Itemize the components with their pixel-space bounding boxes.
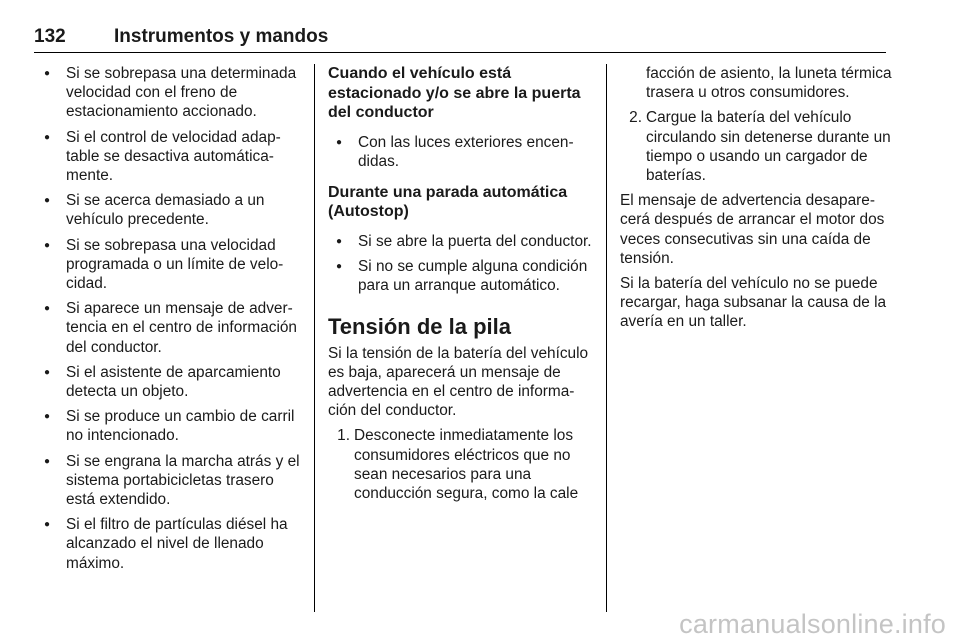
column-3 bbox=[620, 64, 892, 338]
list-item: ● Si se sobrepasa una determinada velocidad con el freno de estacionamiento accionado. bbox=[40, 64, 302, 122]
list-item: ● Si se engrana la marcha atrás y el sistema portabicicletas trasero está extendido. bbox=[40, 452, 302, 510]
column-2 bbox=[328, 64, 594, 509]
list-item: ● Si el filtro de partículas diésel ha alcanzado el nivel de llenado máximo. bbox=[40, 515, 302, 573]
column-divider bbox=[314, 64, 315, 612]
intro-paragraph: Si la tensión de la batería del vehículo es baja, aparecerá un mensaje de advertencia en el centro de información del conductor. bbox=[328, 344, 589, 420]
paragraph: El mensaje de advertencia desaparecerá después de arrancar el motor dos veces consecutivas sin una caída de tensión. bbox=[620, 192, 885, 267]
page-number: 132 bbox=[34, 26, 66, 47]
list-item: ● Con las luces exteriores encendidas. bbox=[328, 133, 594, 171]
list-item: ● Si se abre la puerta del conductor. bbox=[328, 232, 594, 251]
warning-conditions-list bbox=[40, 64, 302, 573]
step-text-continued: facción de asiento, la luneta térmica trasera u otros consumidores. bbox=[646, 65, 892, 102]
step-text: Cargue la batería del vehículo circulando sin detenerse durante un tiempo o usando un cargador de baterías. bbox=[646, 109, 891, 185]
list-item: ● Si se sobrepasa una velocidad programada o un límite de velocidad. bbox=[40, 236, 302, 294]
step-item bbox=[328, 426, 594, 503]
list-item: ● Si aparece un mensaje de advertencia en el centro de información del conductor. bbox=[40, 299, 302, 357]
subheading-parked: Cuando el vehículo está estacionado y/o se abre la puerta del conductor bbox=[328, 65, 581, 121]
steps-list-continued bbox=[620, 108, 892, 185]
list-item: ● Si no se cumple alguna condición para un arranque automático. bbox=[328, 257, 594, 295]
section-title: Tensión de la pila bbox=[328, 313, 511, 339]
list-item: ● Si el control de velocidad adaptable se desactiva automáticamente. bbox=[40, 128, 302, 186]
list-item: ● Si se acerca demasiado a un vehículo precedente. bbox=[40, 191, 302, 229]
list-item: ● Si el asistente de aparcamiento detecta un objeto. bbox=[40, 363, 302, 401]
subheading-autostop: Durante una parada automática (Autostop) bbox=[328, 183, 568, 221]
step-number: 1. bbox=[337, 427, 350, 445]
autostop-conditions-list bbox=[328, 232, 594, 296]
column-1 bbox=[40, 64, 302, 579]
parked-conditions-list bbox=[328, 133, 594, 171]
step-number: 2. bbox=[629, 109, 642, 127]
page-title: Instrumentos y mandos bbox=[114, 26, 329, 47]
watermark: carmanualsonline.info bbox=[679, 609, 946, 639]
list-item: ● Si se produce un cambio de carril no intencionado. bbox=[40, 407, 302, 445]
column-divider bbox=[606, 64, 607, 612]
page-header bbox=[34, 26, 886, 53]
steps-list bbox=[328, 426, 594, 503]
paragraph: Si la batería del vehículo no se puede recargar, haga subsanar la causa de la avería en un taller. bbox=[620, 275, 887, 331]
step-text: Desconecte inmediatamente los consumidores eléctricos que no sean necesarios para una conducción segura, como la cale bbox=[354, 427, 579, 502]
step-item bbox=[620, 108, 892, 185]
